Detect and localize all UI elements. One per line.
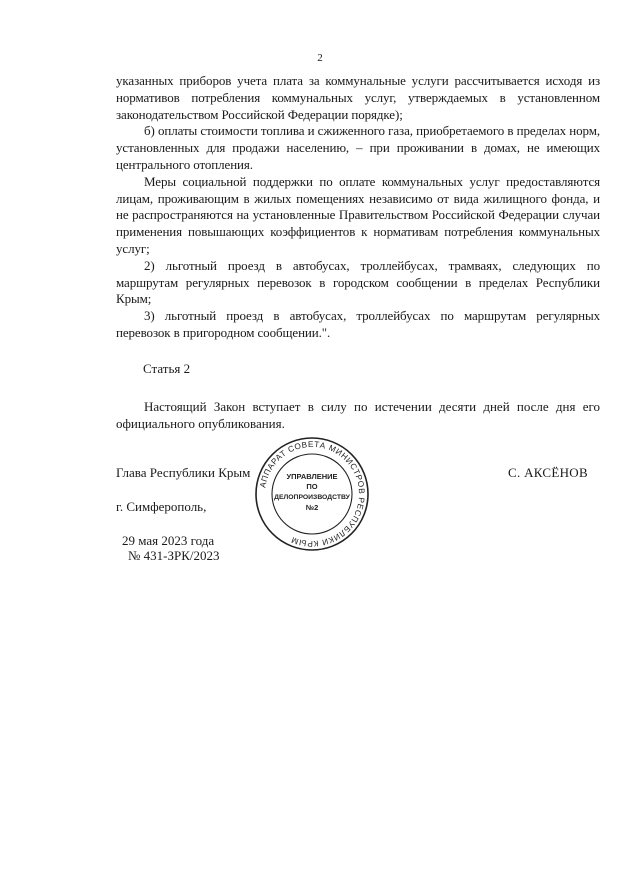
stamp-center-line-3: ДЕЛОПРОИЗВОДСТВУ (274, 494, 350, 501)
official-stamp (254, 436, 370, 552)
paragraph-support-measures: Меры социальной поддержки по оплате коммунальных услуг предоставляются лицам, проживающим в жилых помещениях независимо от вида жилищного фонда, и не распространяются на установленные Правительством Российской Федерации случаи применения повышающих коэффициентов к нормативам потребления коммунальных услуг; (116, 173, 600, 256)
paragraph-fuel-payment: б) оплаты стоимости топлива и сжиженного газа, приобретаемого в пределах норм, установленных для продажи населению, – при проживании в домах, не имеющих центрального отопления. (116, 123, 600, 172)
signatory-name: С. АКСЁНОВ (508, 465, 588, 480)
paragraph-suburban-transport: 3) льготный проезд в автобусах, троллейбусах по маршрутам регулярных перевозок в пригородном сообщении.". (116, 308, 600, 340)
stamp-center-line-4: №2 (305, 503, 319, 512)
paragraph-entry-into-force: Настоящий Закон вступает в силу по истечении десяти дней после дня его официального опубликования. (116, 399, 600, 431)
stamp-center-line-2: ПО (306, 482, 318, 491)
law-number: № 431-ЗРК/2023 (128, 548, 220, 563)
signing-city: г. Симферополь, (116, 499, 207, 514)
stamp-center-line-1: УПРАВЛЕНИЕ (286, 472, 338, 481)
document-body (116, 73, 600, 342)
article-2-heading: Статья 2 (143, 361, 191, 376)
page-number: 2 (317, 52, 323, 64)
signatory-title: Глава Республики Крым (116, 465, 251, 480)
signing-date: 29 мая 2023 года (122, 533, 215, 548)
article-2-body (116, 398, 600, 432)
paragraph-meters-continuation: указанных приборов учета плата за коммунальные услуги рассчитывается исходя из нормативов потребления коммунальных услуг, утверждаемых в установленном законодательством Российской Федерации порядке); (116, 73, 600, 122)
stamp-ring-text: АППАРАТ СОВЕТА МИНИСТРОВ РЕСПУБЛИКИ КРЫМ (258, 439, 367, 549)
paragraph-city-transport: 2) льготный проезд в автобусах, троллейбусах, трамваях, следующих по маршрутам регулярных перевозок в городском сообщении в пределах Республики Крым; (116, 257, 600, 307)
